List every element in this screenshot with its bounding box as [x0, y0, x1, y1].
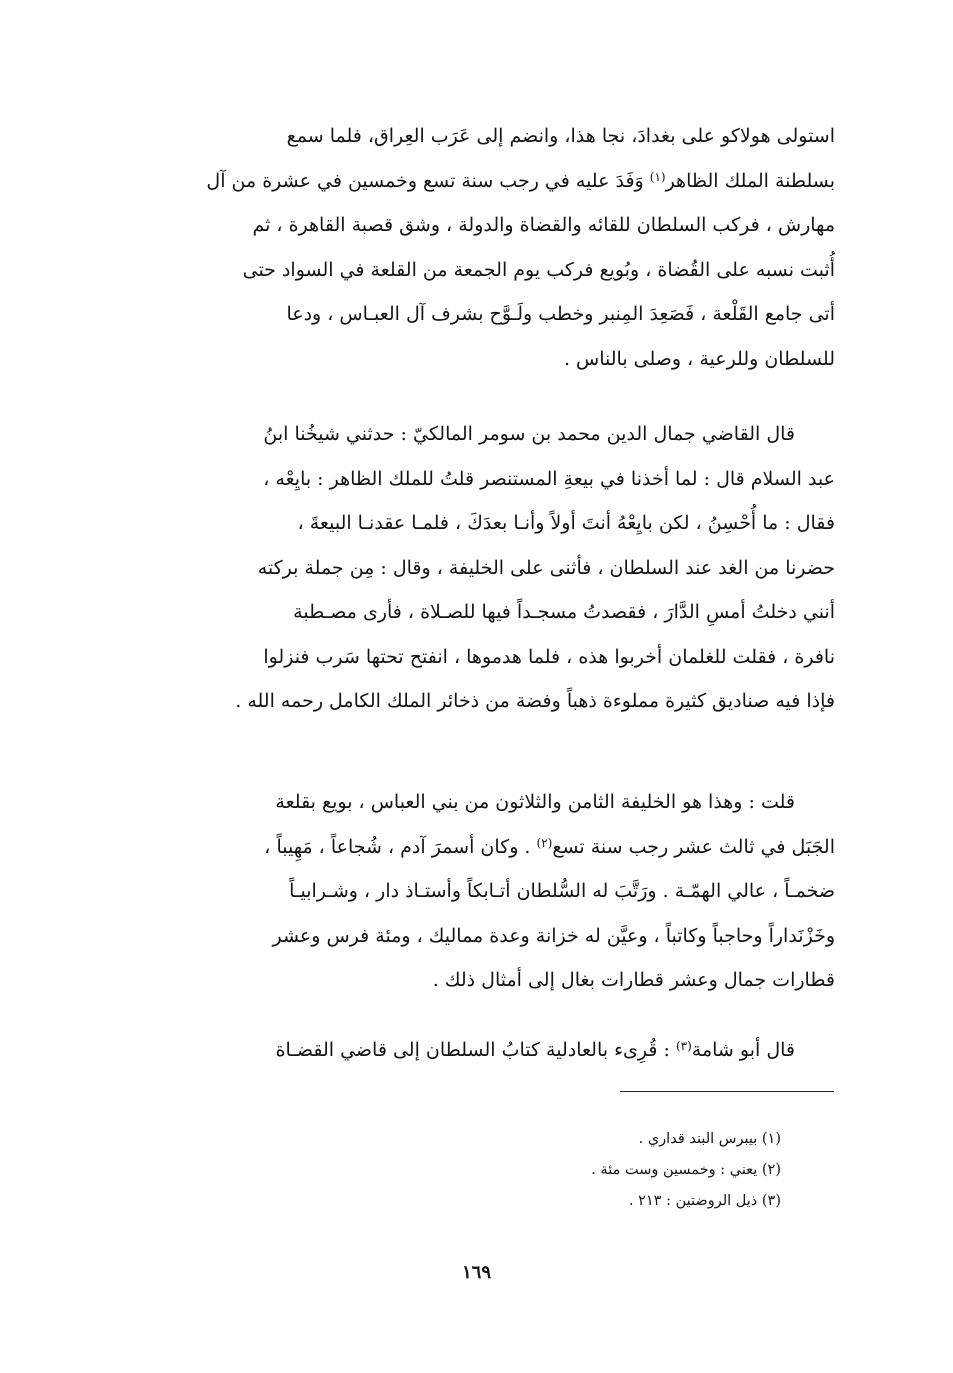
text-line: فقال : ما أُحْسِنُ ، لكن بايِعْهُ أنتَ أولاً وأنـا بعدَكَ ، فلمـا عقدنـا البيعةَ ،	[297, 512, 835, 534]
paragraph-3	[115, 780, 835, 1003]
text-segment: الجَبَل في ثالث عشر رجب سنة تسع	[552, 835, 835, 858]
text-line: قلت : وهذا هو الخليفة الثامن والثلاثون من بني العباس ، بويع بقلعة	[275, 791, 795, 813]
text-line: عبد السلام قال : لما أخذنا في بيعةِ المستنصر قلتُ للملك الظاهر : بايِعْه ،	[263, 467, 835, 490]
text-segment: : قُرِىء بالعادلية كتابُ السلطان إلى قاضي القضـاة	[275, 1039, 676, 1061]
page-number: ١٦٩	[461, 1262, 491, 1283]
text-segment: وَفَدَ عليه في رجب سنة تسع وخمسين في عشرة من آل	[206, 169, 650, 192]
text-line: للسلطان وللرعية ، وصلى بالناس .	[563, 347, 835, 370]
footnote-separator	[620, 1091, 834, 1092]
footnote-1: (١) بيبرس البند قداري .	[638, 1131, 781, 1147]
footnote-ref-2: (٢)	[536, 835, 553, 850]
paragraph-1	[115, 114, 835, 381]
text-line: أُثبت نسبه على القُضاة ، وبُويع فركب يوم الجمعة من القلعة في السواد حتى	[242, 258, 835, 281]
text-segment: بسلطنة الملك الظاهر	[665, 169, 835, 192]
footnote-3: (٣) ذيل الروضتين : ٢١٣ .	[628, 1193, 781, 1209]
text-line: أتى جامع القَلْعة ، فَصَعِدَ المِنبر وخطب ولَـوَّح بشرف آل العبـاس ، ودعا	[286, 303, 835, 325]
text-line: حضرنا من الغد عند السلطان ، فأثنى على الخليفة ، وقال : مِن جملة بركته	[257, 556, 835, 579]
footnote-2: (٢) يعني : وخمسين وست مئة .	[591, 1162, 781, 1178]
text-line: فإذا فيه صناديق كثيرة مملوءة ذهباً وفضة من ذخائر الملك الكامل رحمه الله .	[235, 690, 835, 712]
text-line: مهارش ، فركب السلطان للقائه والقضاة والدولة ، وشق قصبة القاهرة ، ثم	[252, 214, 835, 236]
text-line: وخَزْنَداراً وحاجباً وكاتباً ، وعيَّن له خزانة وعدة مماليك ، ومئة فرس وعشر	[272, 924, 835, 947]
footnotes	[591, 1124, 781, 1217]
paragraph-2	[115, 412, 835, 724]
text-line	[115, 159, 835, 204]
text-line: أنني دخلتُ أمسِ الدَّارَ ، فقصدتُ مسجـداً فيها للصـلاة ، فأرى مصـطبة	[293, 601, 835, 623]
text-line: قال القاضي جمال الدين محمد بن سومر المالكيّ : حدثني شيخُنا ابنُ	[263, 423, 795, 445]
text-segment: . وكان أسمرَ آدم ، شُجاعاً ، مَهِيباً ،	[264, 835, 537, 858]
text-line	[115, 825, 835, 870]
footnote-ref-1: (١)	[649, 169, 666, 184]
footnote-ref-3: (٣)	[675, 1039, 692, 1053]
text-line: قطارات جمال وعشر قطارات بغال إلى أمثال ذلك .	[432, 969, 835, 991]
text-line: استولى هولاكو على بغدادَ، نجا هذا، وانضم إلى عَرَب العِراق، فلما سمع	[286, 125, 835, 147]
text-segment: قال أبو شامة	[691, 1039, 795, 1061]
text-line: نافرة ، فقلت للغلمان أخربوا هذه ، فلما هدموها ، انفتح تحتها سَرب فنزلوا	[263, 645, 835, 668]
text-line: ضخمـاً ، عالي الهمّـة . ورَتَّبَ له السُّلطان أتـابكاً وأستـاذ دار ، وشـرابيـاً	[289, 880, 835, 902]
text-line	[115, 1028, 835, 1073]
paragraph-4	[115, 1028, 835, 1073]
